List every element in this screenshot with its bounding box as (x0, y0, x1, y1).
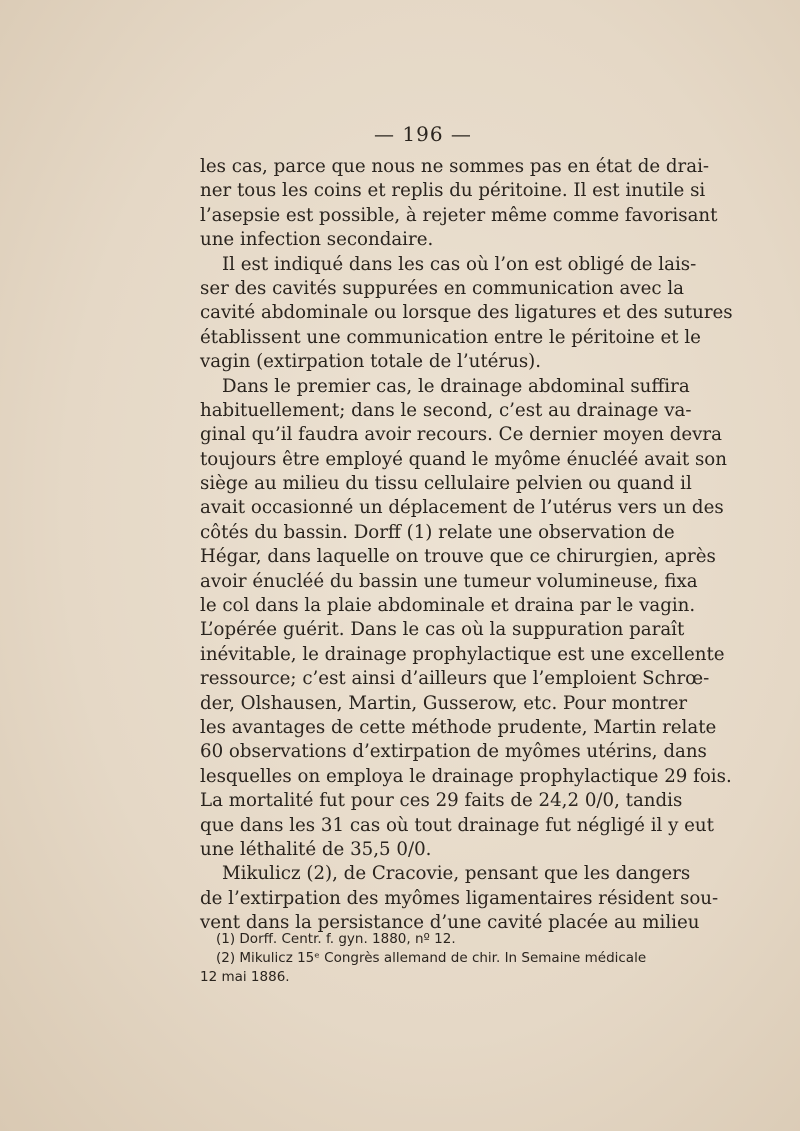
text-line: avoir énucléé du bassin une tumeur volumineuse, fixa (200, 570, 698, 592)
body-text (200, 155, 733, 936)
text-line: Mikulicz (2), de Cracovie, pensant que les dangers (222, 863, 691, 885)
text-line: 60 observations d’extirpation de myômes utérins, dans (200, 741, 707, 763)
text-line: L’opérée guérit. Dans le cas où la suppuration paraît (200, 619, 685, 641)
text-line: avait occasionné un déplacement de l’utérus vers un des (200, 497, 724, 519)
footnotes (200, 930, 670, 987)
text-line: les avantages de cette méthode prudente, Martin relate (200, 716, 717, 738)
text-line: une infection secondaire. (200, 229, 434, 251)
text-line: inévitable, le drainage prophylactique est une excellente (200, 643, 725, 665)
text-line: Il est indiqué dans les cas où l’on est obligé de lais- (222, 253, 697, 275)
text-line: le col dans la plaie abdominale et draina par le vagin. (200, 595, 696, 617)
footnote: (2) Mikulicz 15ᵉ Congrès allemand de chir. In Semaine médicale (216, 950, 647, 966)
text-line: habituellement; dans le second, c’est au drainage va- (200, 399, 692, 421)
text-line: établissent une communication entre le péritoine et le (200, 326, 701, 348)
text-line: vagin (extirpation totale de l’utérus). (200, 351, 542, 373)
text-line: l’asepsie est possible, à rejeter même comme favorisant (200, 204, 718, 226)
text-line: cavité abdominale ou lorsque des ligatures et des sutures (200, 302, 733, 324)
text-line: côtés du bassin. Dorff (1) relate une observation de (200, 521, 675, 543)
text-line: ner tous les coins et replis du péritoine. Il est inutile si (200, 180, 706, 202)
page-number: — 196 — (374, 122, 472, 146)
text-line: ser des cavités suppurées en communication avec la (200, 277, 685, 299)
text-line: que dans les 31 cas où tout drainage fut négligé il y eut (200, 814, 714, 836)
footnote: (1) Dorff. Centr. f. gyn. 1880, nº 12. (216, 931, 456, 947)
text-line: siège au milieu du tissu cellulaire pelvien ou quand il (200, 473, 692, 495)
text-line: La mortalité fut pour ces 29 faits de 24,2 0/0, tandis (200, 790, 683, 812)
text-line: une léthalité de 35,5 0/0. (200, 838, 432, 860)
text-line: Dans le premier cas, le drainage abdominal suffira (222, 375, 690, 397)
footnote: 12 mai 1886. (200, 969, 290, 985)
text-line: lesquelles on employa le drainage prophylactique 29 fois. (200, 765, 732, 787)
text-line: der, Olshausen, Martin, Gusserow, etc. Pour montrer (200, 692, 688, 714)
text-line: de l’extirpation des myômes ligamentaires résident sou- (200, 887, 719, 909)
text-line: ginal qu’il faudra avoir recours. Ce dernier moyen devra (200, 424, 722, 446)
text-line: vent dans la persistance d’une cavité placée au milieu (200, 912, 700, 934)
text-line: ressource; c’est ainsi d’ailleurs que l’emploient Schrœ- (200, 668, 710, 690)
text-line: Hégar, dans laquelle on trouve que ce chirurgien, après (200, 546, 716, 568)
text-line: toujours être employé quand le myôme énucléé avait son (200, 448, 727, 470)
text-line: les cas, parce que nous ne sommes pas en état de drai- (200, 156, 710, 177)
